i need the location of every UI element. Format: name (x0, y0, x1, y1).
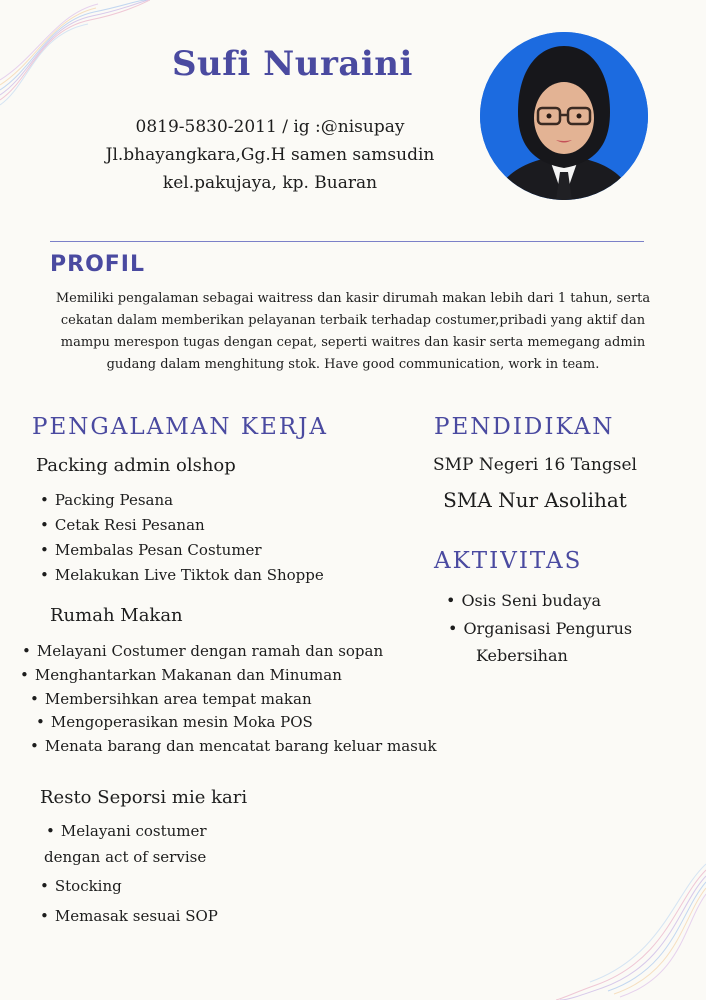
activity-bullet: • Osis Seni budaya (446, 591, 602, 610)
job-bullet: • Menata barang dan mencatat barang keluar masuk (30, 737, 437, 755)
contact-phone-instagram: 0819-5830-2011 / ig :@nisupay (135, 117, 405, 137)
job-bullet: • Membalas Pesan Costumer (40, 541, 262, 559)
profil-line: Memiliki pengalaman sebagai waitress dan kasir dirumah makan lebih dari 1 tahun, serta (55, 291, 651, 306)
job-bullet: • Cetak Resi Pesanan (40, 516, 205, 534)
job-title: Rumah Makan (50, 605, 183, 626)
job-title: Packing admin olshop (36, 455, 236, 476)
person-name: Sufi Nuraini (172, 44, 413, 84)
job-bullet: • Memasak sesuai SOP (40, 907, 218, 925)
education-item: SMA Nur Asolihat (443, 488, 627, 512)
profil-summary (36, 288, 670, 376)
decorative-wave-bottom-right (556, 860, 706, 1000)
profil-line: mampu merespon tugas dengan cepat, seperti waitres dan kasir serta memegang admin (60, 335, 646, 350)
aktivitas-heading: AKTIVITAS (434, 548, 583, 574)
contact-address-line2: kel.pakujaya, kp. Buaran (162, 173, 378, 193)
profil-line: gudang dalam menghitung stok. Have good communication, work in team. (106, 357, 600, 372)
decorative-wave-top-left (0, 0, 150, 120)
contact-address-line1: Jl.bhayangkara,Gg.H samen samsudin (105, 145, 435, 165)
profil-heading: PROFIL (50, 252, 145, 277)
job-bullet: • Melayani costumer (46, 822, 207, 840)
job-bullet: • Melayani Costumer dengan ramah dan sopan (22, 642, 384, 660)
activity-bullet-continuation: Kebersihan (476, 646, 568, 665)
job-bullet: • Melakukan Live Tiktok dan Shoppe (40, 566, 324, 584)
job-bullet: • Mengoperasikan mesin Moka POS (36, 713, 313, 731)
job-bullet-continuation: dengan act of servise (44, 848, 207, 866)
job-bullet: • Membersihkan area tempat makan (30, 690, 312, 708)
pengalaman-heading: PENGALAMAN KERJA (32, 414, 328, 440)
education-item: SMP Negeri 16 Tangsel (433, 455, 637, 475)
profile-photo (480, 32, 648, 200)
job-title: Resto Seporsi mie kari (40, 787, 248, 808)
profil-line: cekatan dalam memberikan pelayanan terbaik terhadap costumer,pribadi yang aktif dan (60, 313, 646, 328)
job-bullet: • Stocking (40, 877, 122, 895)
job-bullet: • Menghantarkan Makanan dan Minuman (20, 666, 342, 684)
activity-bullet: • Organisasi Pengurus (448, 619, 633, 638)
pendidikan-heading: PENDIDIKAN (434, 414, 615, 440)
job-bullet: • Packing Pesana (40, 491, 174, 509)
header-divider (50, 241, 644, 242)
